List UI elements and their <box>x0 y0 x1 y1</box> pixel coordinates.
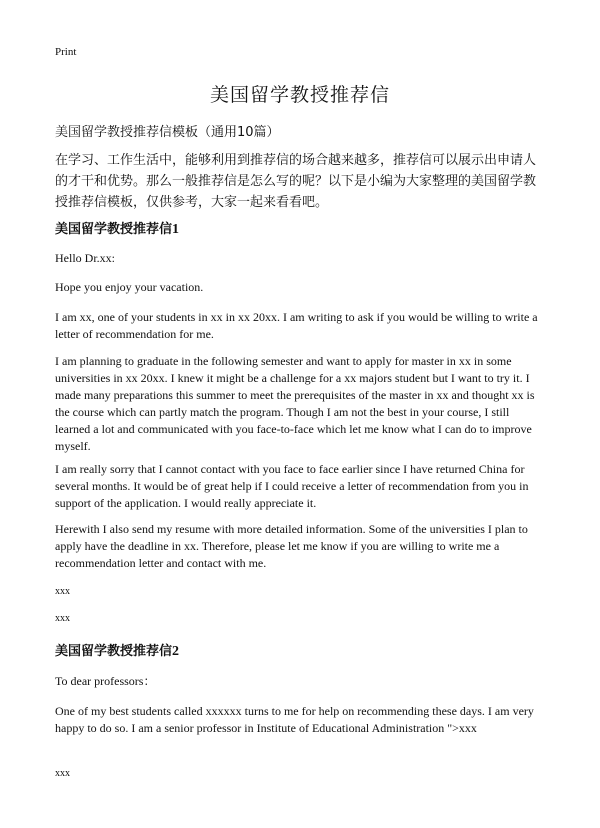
print-link[interactable]: Print <box>55 46 77 58</box>
letter-2-greeting: To dear professors： <box>55 674 156 688</box>
letter-1-paragraph: I am really sorry that I cannot contact with you face to face earlier since I have returned China for several months. It would be of great help if I could receive a letter of recommendation from you in support of the application. I would really appreciate it. <box>55 462 529 510</box>
letter-1-paragraph: Hope you enjoy your vacation. <box>55 280 204 294</box>
page-title: 美国留学教授推荐信 <box>209 84 390 106</box>
letter-1-paragraph: I am planning to graduate in the following semester and want to apply for master in xx in some universities in xx 20xx. I knew it might be a challenge for a xx majors student but I want to try it. I made many preparations this summer to meet the prerequisites of the master in xx and thought xx is the course which can partly match the program. Though I am not the best in your course, I still learned a lot and communicated with you face-to-face which let me know what I can do to improve myself. <box>55 354 535 453</box>
letter-1-heading-text: 美国留学教授推荐信 <box>55 222 173 237</box>
letter-2-paragraph: One of my best students called xxxxxx turns to me for help on recommending these days. I am very happy to do so. I am a senior professor in Institute of Educational Administration ">xxx <box>55 704 534 735</box>
letter-1-signature: xxx <box>55 586 70 597</box>
subtitle: 美国留学教授推荐信模板（通用10篇） <box>55 125 280 140</box>
letter-1-greeting: Hello Dr.xx: <box>55 251 115 265</box>
letter-2-heading-text: 美国留学教授推荐信 <box>55 644 173 659</box>
letter-1-signature: xxx <box>55 613 70 624</box>
letter-1-paragraph: I am xx, one of your students in xx in xx 20xx. I am writing to ask if you would be willing to write a letter of recommendation for me. <box>55 310 538 341</box>
letter-1-heading-number: 1 <box>172 222 180 237</box>
intro-paragraph: 在学习、工作生活中，能够利用到推荐信的场合越来越多，推荐信可以展示出申请人的才干和优势。那么一般推荐信是怎么写的呢？以下是小编为大家整理的美国留学教授推荐信模板，仅供参考，大家一起来看看吧。 <box>55 153 537 210</box>
letter-1-heading <box>55 218 543 238</box>
letter-2-heading <box>55 640 543 660</box>
letter-2-signature: xxx <box>55 768 70 779</box>
letter-2-heading-number: 2 <box>172 644 180 659</box>
letter-1-paragraph: Herewith I also send my resume with more detailed information. Some of the universities I plan to apply have the deadline in xx. Therefore, please let me know if you are willing to write me a recommendation letter and contact with me. <box>55 522 528 570</box>
